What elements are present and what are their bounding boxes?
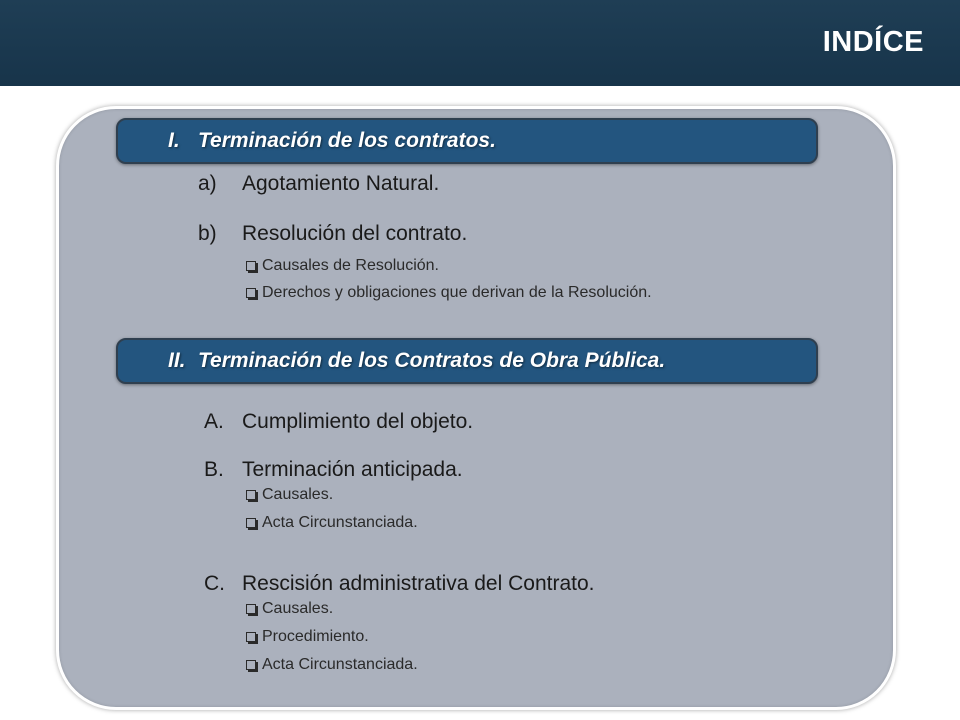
checkbox-icon: [246, 660, 256, 670]
sub-item: [244, 257, 439, 275]
checkbox-icon: [246, 490, 256, 500]
item-text: Agotamiento Natural.: [242, 172, 440, 195]
item-text: Cumplimiento del objeto.: [242, 410, 474, 433]
checkbox-icon: [246, 288, 256, 298]
sub-item: [244, 284, 652, 302]
sub-item-text: Acta Circunstanciada.: [262, 514, 418, 531]
item-marker: B.: [204, 458, 224, 481]
item-marker: C.: [204, 572, 225, 595]
section-numeral: I.: [168, 129, 180, 152]
checkbox-icon: [246, 604, 256, 614]
item-text: Rescisión administrativa del Contrato.: [242, 572, 595, 595]
content-panel: [56, 106, 896, 710]
sub-item: [244, 600, 333, 618]
sub-item-text: Causales.: [262, 486, 334, 503]
section-title: Terminación de los Contratos de Obra Pública.: [198, 349, 666, 372]
item-marker: A.: [204, 410, 224, 433]
checkbox-icon: [246, 632, 256, 642]
checkbox-icon: [246, 518, 256, 528]
sub-item-text: Derechos y obligaciones que derivan de la Resolución.: [262, 284, 652, 301]
sub-item: [244, 514, 418, 532]
section-numeral: II.: [168, 349, 186, 372]
item-text: Terminación anticipada.: [242, 458, 463, 481]
header-bar: [0, 0, 960, 86]
checkbox-icon: [246, 261, 256, 271]
item-text: Resolución del contrato.: [242, 222, 468, 245]
item-marker: a): [198, 172, 217, 195]
page-title: INDÍCE: [822, 26, 924, 58]
sub-item: [244, 628, 369, 646]
sub-item: [244, 656, 418, 674]
section-title: Terminación de los contratos.: [198, 129, 496, 152]
item-marker: b): [198, 222, 217, 245]
sub-item-text: Causales.: [262, 600, 334, 617]
sub-item-text: Causales de Resolución.: [262, 257, 439, 274]
section-header-1: [116, 118, 818, 164]
section-header-2: [116, 338, 818, 384]
sub-item: [244, 486, 333, 504]
sub-item-text: Acta Circunstanciada.: [262, 656, 418, 673]
sub-item-text: Procedimiento.: [262, 628, 369, 645]
